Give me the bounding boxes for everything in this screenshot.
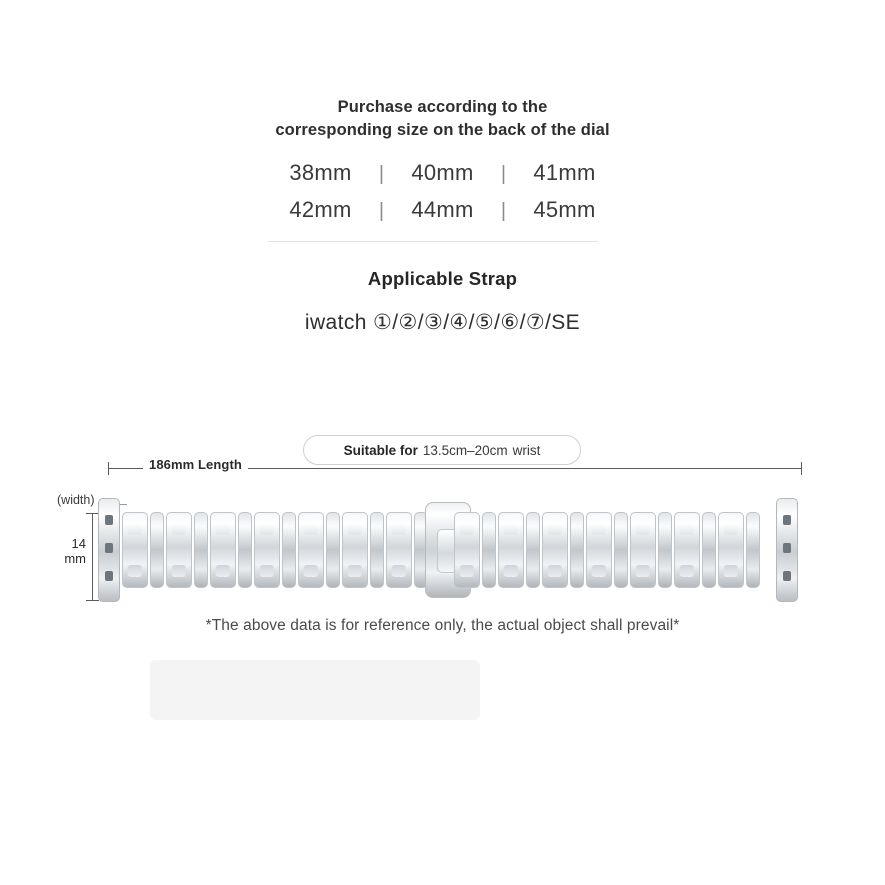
link-notch — [172, 565, 186, 577]
background-watermark — [150, 660, 480, 720]
band-link — [526, 512, 540, 588]
band-link — [342, 512, 368, 588]
wrist-size-unit: wrist — [512, 442, 541, 458]
band-lug-left — [98, 498, 120, 602]
disclaimer-note: *The above data is for reference only, the actual object shall prevail* — [205, 617, 680, 634]
band-link — [674, 512, 700, 588]
length-dimension-cap-right — [801, 462, 802, 475]
lug-hole-icon — [783, 515, 791, 525]
band-link — [254, 512, 280, 588]
band-link — [542, 512, 568, 588]
link-notch — [680, 523, 694, 535]
link-notch — [680, 565, 694, 577]
band-link — [386, 512, 412, 588]
band-link — [746, 512, 760, 588]
section-divider — [268, 241, 598, 242]
band-link — [370, 512, 384, 588]
length-dimension-cap-left — [108, 462, 109, 475]
band-link — [498, 512, 524, 588]
band-link — [166, 512, 192, 588]
size-row-1 — [0, 155, 885, 192]
band-link — [150, 512, 164, 588]
link-notch — [348, 565, 362, 577]
band-link — [586, 512, 612, 588]
wrist-size-badge — [303, 435, 581, 465]
band-link — [326, 512, 340, 588]
band-link — [658, 512, 672, 588]
band-link — [282, 512, 296, 588]
band-link — [482, 512, 496, 588]
size-separator: | — [500, 163, 507, 185]
size-option-41mm[interactable]: 41mm — [533, 160, 596, 185]
size-option-45mm[interactable]: 45mm — [533, 197, 596, 222]
band-link — [614, 512, 628, 588]
link-notch — [392, 565, 406, 577]
link-notch — [724, 565, 738, 577]
link-notch — [724, 523, 738, 535]
link-notch — [592, 565, 606, 577]
header-line-1: Purchase according to the — [337, 98, 548, 116]
size-option-40mm[interactable]: 40mm — [411, 160, 474, 185]
length-dimension-label: 186mm Length — [143, 457, 248, 472]
link-notch — [172, 523, 186, 535]
size-separator: | — [378, 200, 385, 222]
size-option-42mm[interactable]: 42mm — [289, 197, 352, 222]
link-notch — [128, 523, 142, 535]
wrist-size-prefix: Suitable for — [343, 442, 418, 458]
link-notch — [504, 565, 518, 577]
lug-hole-icon — [783, 571, 791, 581]
band-link — [570, 512, 584, 588]
band-lug-right — [776, 498, 798, 602]
link-notch — [504, 523, 518, 535]
band-links-left — [122, 512, 462, 588]
size-separator: | — [500, 200, 507, 222]
link-notch — [392, 523, 406, 535]
wrist-size-range: 13.5cm–20cm — [422, 442, 508, 458]
band-link — [210, 512, 236, 588]
width-caption: (width) — [57, 493, 95, 507]
size-separator: | — [378, 163, 385, 185]
size-row-2 — [0, 192, 885, 229]
link-notch — [636, 565, 650, 577]
width-value-number: 14 — [71, 536, 86, 551]
link-notch — [260, 523, 274, 535]
band-link — [702, 512, 716, 588]
band-link — [238, 512, 252, 588]
width-value-unit: mm — [64, 551, 86, 566]
band-link — [630, 512, 656, 588]
band-link — [454, 512, 480, 588]
size-option-38mm[interactable]: 38mm — [289, 160, 352, 185]
link-notch — [592, 523, 606, 535]
size-option-44mm[interactable]: 44mm — [411, 197, 474, 222]
lug-hole-icon — [105, 515, 113, 525]
header-block — [0, 96, 885, 142]
link-notch — [216, 565, 230, 577]
lug-hole-icon — [783, 543, 791, 553]
link-notch — [548, 523, 562, 535]
link-notch — [460, 565, 474, 577]
lug-hole-icon — [105, 571, 113, 581]
link-notch — [260, 565, 274, 577]
band-link — [194, 512, 208, 588]
width-dimension-label — [60, 536, 86, 566]
lug-hole-icon — [105, 543, 113, 553]
header-line-2: corresponding size on the back of the dial — [275, 121, 610, 139]
band-link — [298, 512, 324, 588]
link-notch — [348, 523, 362, 535]
watch-band-illustration — [92, 492, 804, 612]
link-notch — [216, 523, 230, 535]
link-notch — [304, 523, 318, 535]
band-link — [122, 512, 148, 588]
link-notch — [548, 565, 562, 577]
link-notch — [460, 523, 474, 535]
link-notch — [128, 565, 142, 577]
band-link — [718, 512, 744, 588]
link-notch — [304, 565, 318, 577]
band-links-right — [454, 512, 774, 588]
compatible-models: iwatch ①/②/③/④/⑤/⑥/⑦/SE — [304, 311, 581, 334]
applicable-strap-title: Applicable Strap — [367, 268, 518, 289]
link-notch — [636, 523, 650, 535]
size-options — [0, 155, 885, 229]
